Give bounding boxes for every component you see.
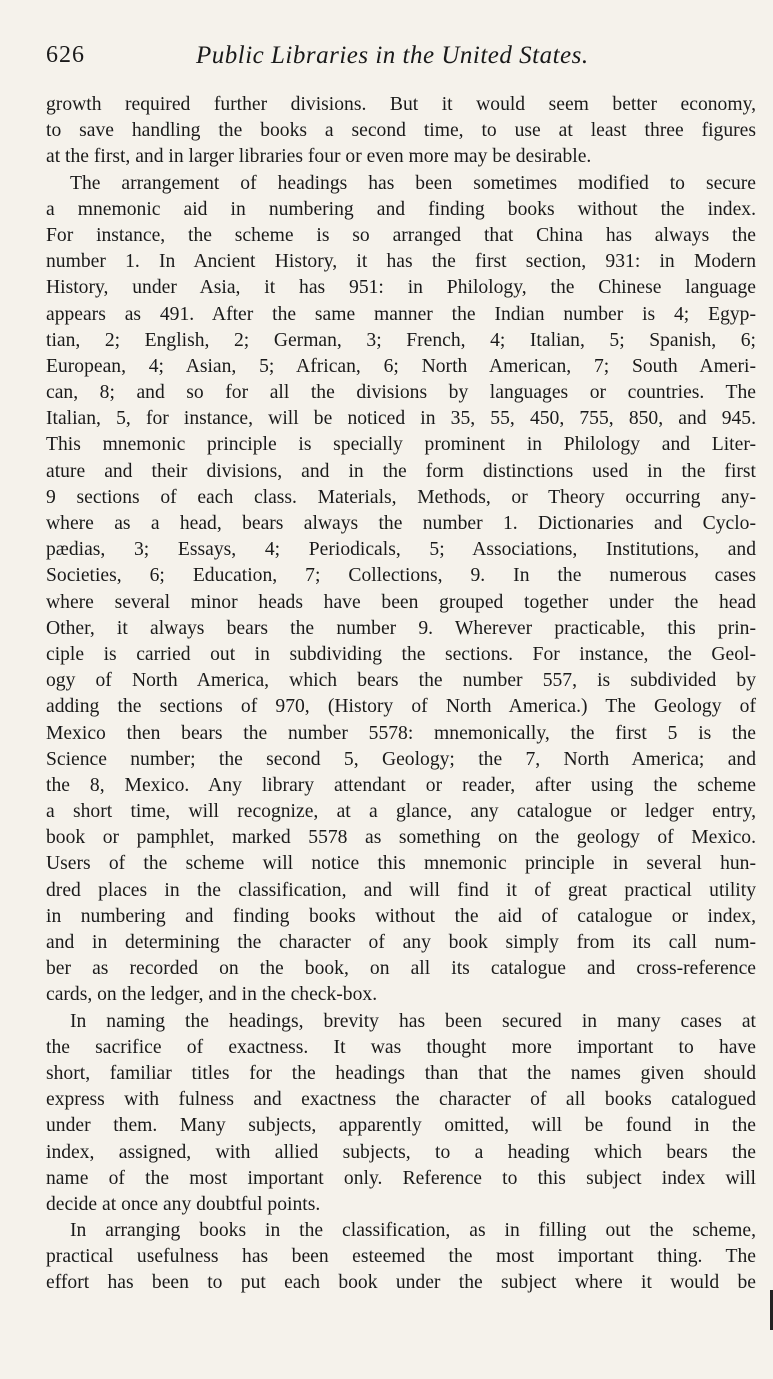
text-line: cards, on the ledger, and in the check-box.: [46, 984, 378, 1006]
paragraph: [46, 1218, 756, 1297]
text-line: in numbering and finding books without the aid of catalogue or index,: [46, 905, 756, 927]
text-line: a mnemonic aid in numbering and finding books without the index.: [46, 198, 756, 220]
text-line: the 8, Mexico. Any library attendant or reader, after using the scheme: [46, 774, 756, 796]
text-line: Other, it always bears the number 9. Wherever practicable, this prin-: [46, 617, 756, 639]
text-line: The arrangement of headings has been sometimes modified to secure: [70, 172, 756, 194]
text-line: ciple is carried out in subdividing the sections. For instance, the Geol-: [46, 643, 756, 665]
paragraph: [46, 92, 756, 171]
text-line: appears as 491. After the same manner the Indian number is 4; Egyp-: [46, 303, 756, 325]
text-line: adding the sections of 970, (History of North America.) The Geology of: [46, 696, 756, 718]
text-line: History, under Asia, it has 951: in Philology, the Chinese language: [46, 277, 756, 299]
text-line: to save handling the books a second time, to use at least three figures: [46, 120, 756, 142]
text-line: pædias, 3; Essays, 4; Periodicals, 5; Associations, Institutions, and: [46, 539, 756, 561]
text-line: ature and their divisions, and in the form distinctions used in the first: [46, 460, 756, 482]
text-line: 9 sections of each class. Materials, Methods, or Theory occurring any-: [46, 486, 756, 508]
text-line: dred places in the classification, and will find it of great practical utility: [46, 879, 756, 901]
text-line: practical usefulness has been esteemed the most important thing. The: [46, 1246, 756, 1268]
text-line: In naming the headings, brevity has been secured in many cases at: [70, 1010, 756, 1032]
text-line: Science number; the second 5, Geology; the 7, North America; and: [46, 748, 756, 770]
text-line: name of the most important only. Reference to this subject index will: [46, 1167, 756, 1189]
text-line: where as a head, bears always the number 1. Dictionaries and Cyclo-: [46, 513, 756, 534]
text-line: tian, 2; English, 2; German, 3; French, 4; Italian, 5; Spanish, 6;: [46, 329, 756, 351]
text-line: a short time, will recognize, at a glance, any catalogue or ledger entry,: [46, 801, 756, 823]
text-line: ber as recorded on the book, on all its catalogue and cross-reference: [46, 958, 756, 980]
text-line: under them. Many subjects, apparently omitted, will be found in the: [46, 1115, 756, 1137]
text-line: decide at once any doubtful points.: [46, 1193, 321, 1215]
text-line: Italian, 5, for instance, will be noticed in 35, 55, 450, 755, 850, and 945.: [46, 408, 756, 430]
paragraph: [46, 1009, 756, 1219]
text-line: European, 4; Asian, 5; African, 6; North American, 7; South Ameri-: [46, 355, 756, 377]
text-line: growth required further divisions. But it would seem better economy,: [46, 94, 756, 115]
paragraph: [46, 171, 756, 1009]
text-line: Users of the scheme will notice this mnemonic principle in several hun-: [46, 853, 756, 875]
text-line: effort has been to put each book under the subject where it would be: [46, 1272, 756, 1294]
text-line: and in determining the character of any book simply from its call num-: [46, 932, 756, 953]
text-line: This mnemonic principle is specially prominent in Philology and Liter-: [46, 434, 756, 456]
text-line: short, familiar titles for the headings than that the names given should: [46, 1062, 756, 1084]
text-line: ogy of North America, which bears the number 557, is subdivided by: [46, 670, 756, 692]
text-line: where several minor heads have been grouped together under the head: [46, 591, 756, 613]
text-line: can, 8; and so for all the divisions by languages or countries. The: [46, 382, 756, 404]
text-line: number 1. In Ancient History, it has the first section, 931: in Modern: [46, 251, 756, 273]
running-title: Public Libraries in the United States.: [196, 42, 589, 69]
text-line: Mexico then bears the number 5578: mnemonically, the first 5 is the: [46, 722, 756, 744]
text-line: at the first, and in larger libraries four or even more may be desirable.: [46, 146, 592, 168]
text-line: the sacrifice of exactness. It was thought more important to have: [46, 1036, 756, 1058]
text-line: Societies, 6; Education, 7; Collections, 9. In the numerous cases: [46, 565, 756, 587]
text-line: express with fulness and exactness the character of all books catalogued: [46, 1089, 756, 1111]
text-line: index, assigned, with allied subjects, to a heading which bears the: [46, 1141, 756, 1163]
text-line: For instance, the scheme is so arranged that China has always the: [46, 224, 756, 246]
text-line: book or pamphlet, marked 5578 as something on the geology of Mexico.: [46, 827, 756, 849]
body-text: [46, 92, 756, 1297]
text-line: In arranging books in the classification, as in filling out the scheme,: [70, 1220, 756, 1242]
page-header: [46, 42, 746, 76]
page-number: 626: [46, 42, 85, 68]
